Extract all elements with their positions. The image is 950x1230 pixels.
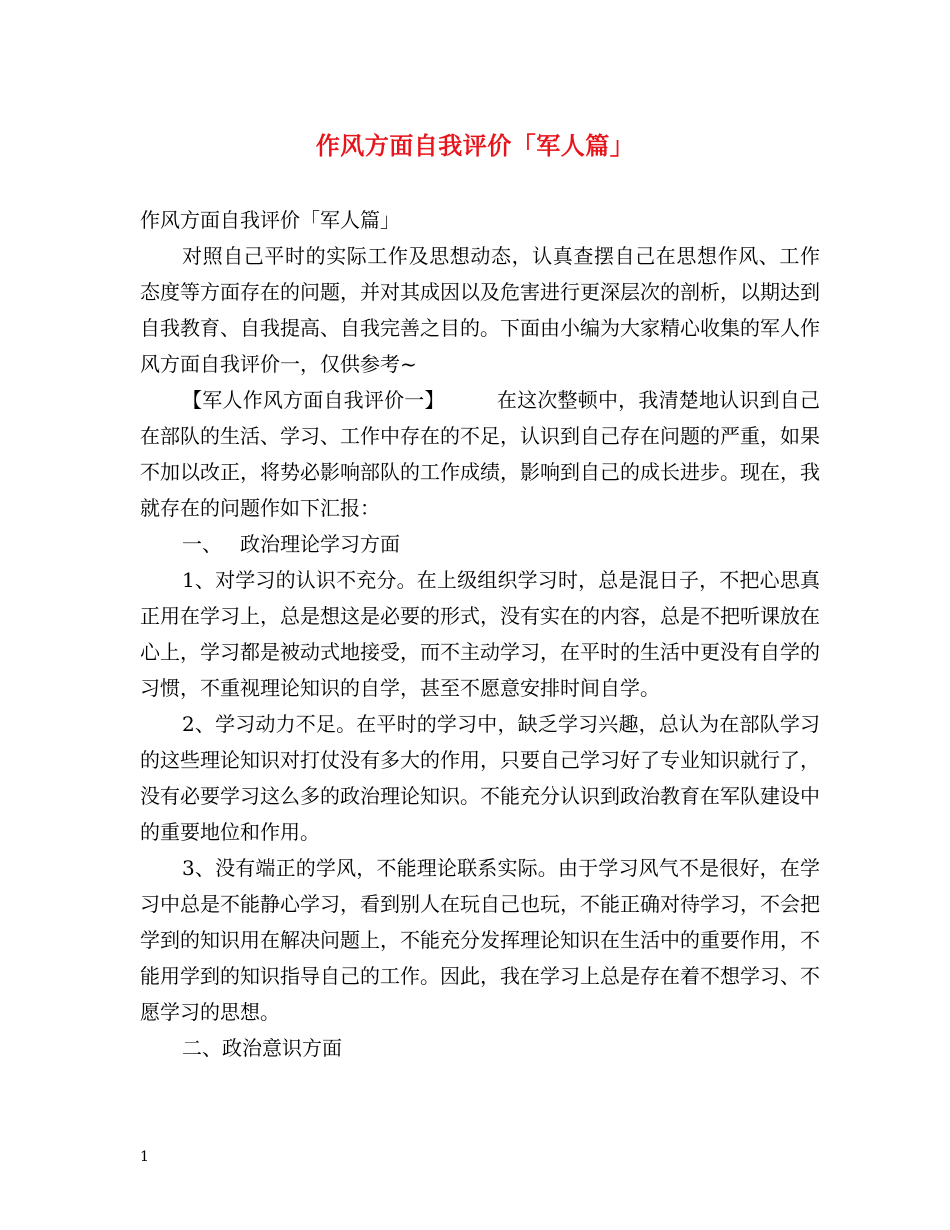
item-1-paragraph: 1、对学习的认识不充分。在上级组织学习时，总是混日子，不把心思真正用在学习上，总是想这是必要的形式，没有实在的内容，总是不把听课放在心上，学习都是被动式地接受，而不主动学习，在平时的生活中更没有自学的习惯，不重视理论知识的自学，甚至不愿意安排时间自学。 <box>140 568 820 700</box>
part-one-heading <box>140 526 820 562</box>
section-one-text: 在这次整顿中，我清楚地认识到自己在部队的生活、学习、工作中存在的不足，认识到自己存在问题的严重，如果不加以改正，将势必影响部队的工作成绩，影响到自己的成长进步。现在，我就存在的问题作如下汇报： <box>140 388 821 520</box>
part-one-number: 一、 <box>182 532 222 556</box>
part-one-title: 政治理论学习方面 <box>240 532 400 556</box>
document-subtitle: 作风方面自我评价「军人篇」 <box>140 208 400 232</box>
document-title: 作风方面自我评价「军人篇」 <box>315 131 635 160</box>
intro-paragraph: 对照自己平时的实际工作及思想动态，认真查摆自己在思想作风、工作态度等方面存在的问题，并对其成因以及危害进行更深层次的剖析，以期达到自我教育、自我提高、自我完善之目的。下面由小编为大家精心收集的军人作风方面自我评价一，仅供参考~ <box>140 244 820 376</box>
document-body <box>140 202 820 1066</box>
item-2-paragraph: 2、学习动力不足。在平时的学习中，缺乏学习兴趣，总认为在部队学习的这些理论知识对打仗没有多大的作用，只要自己学习好了专业知识就行了，没有必要学习这么多的政治理论知识。不能充分认识到政治教育在军队建设中的重要地位和作用。 <box>140 712 820 844</box>
item-3-paragraph: 3、没有端正的学风，不能理论联系实际。由于学习风气不是很好，在学习中总是不能静心学习，看到别人在玩自己也玩，不能正确对待学习，不会把学到的知识用在解决问题上，不能充分发挥理论知识在生活中的重要作用，不能用学到的知识指导自己的工作。因此，我在学习上总是存在着不想学习、不愿学习的思想。 <box>140 856 820 1024</box>
page-number: 1 <box>140 1149 149 1165</box>
section-one-paragraph <box>140 382 820 526</box>
part-two-heading: 二、政治意识方面 <box>182 1036 342 1060</box>
section-one-heading: 【军人作风方面自我评价一】 <box>182 388 445 412</box>
